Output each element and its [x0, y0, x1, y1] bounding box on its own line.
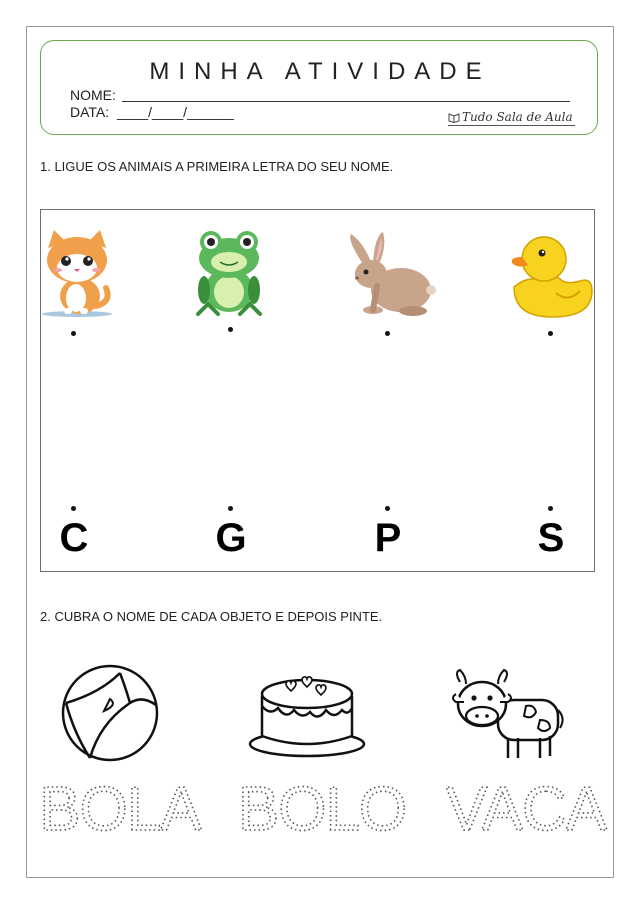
duck-icon — [508, 229, 594, 321]
trace-text-bola: BOLA — [39, 775, 201, 844]
trace-text-bolo: BOLO — [237, 775, 407, 844]
letter-p: P — [374, 516, 402, 560]
date-field[interactable]: ____/____/______ — [117, 104, 234, 120]
rabbit-icon — [343, 230, 435, 320]
cake-icon — [248, 672, 366, 758]
animal-dot-duck[interactable] — [548, 331, 553, 336]
question-2: 2. CUBRA O NOME DE CADA OBJETO E DEPOIS PINTE. — [40, 609, 383, 624]
trace-word-bola[interactable] — [39, 775, 201, 844]
trace-text-vaca: VACA — [445, 775, 607, 844]
animal-dot-cat[interactable] — [71, 331, 76, 336]
trace-word-bolo[interactable] — [237, 775, 407, 844]
animal-dot-frog[interactable] — [228, 327, 233, 332]
date-label: DATA: — [70, 104, 110, 120]
letter-c: C — [59, 516, 89, 560]
letter-s: S — [537, 516, 565, 560]
ball-icon — [60, 663, 160, 763]
brand-logo: Tudo Sala de Aula — [448, 110, 575, 126]
cow-icon — [452, 666, 564, 764]
letter-dot-s[interactable] — [548, 506, 553, 511]
letter-dot-g[interactable] — [228, 506, 233, 511]
letter-dot-c[interactable] — [71, 506, 76, 511]
page-title: MINHA ATIVIDADE — [149, 58, 491, 85]
frog-icon — [194, 228, 264, 318]
letter-g: G — [215, 516, 247, 560]
name-label: NOME: — [70, 87, 116, 103]
question-1: 1. LIGUE OS ANIMAIS A PRIMEIRA LETRA DO SEU NOME. — [40, 159, 394, 174]
cat-icon — [40, 228, 114, 320]
name-field[interactable] — [122, 88, 570, 102]
animal-dot-rabbit[interactable] — [385, 331, 390, 336]
trace-word-vaca[interactable] — [445, 775, 607, 844]
letter-dot-p[interactable] — [385, 506, 390, 511]
